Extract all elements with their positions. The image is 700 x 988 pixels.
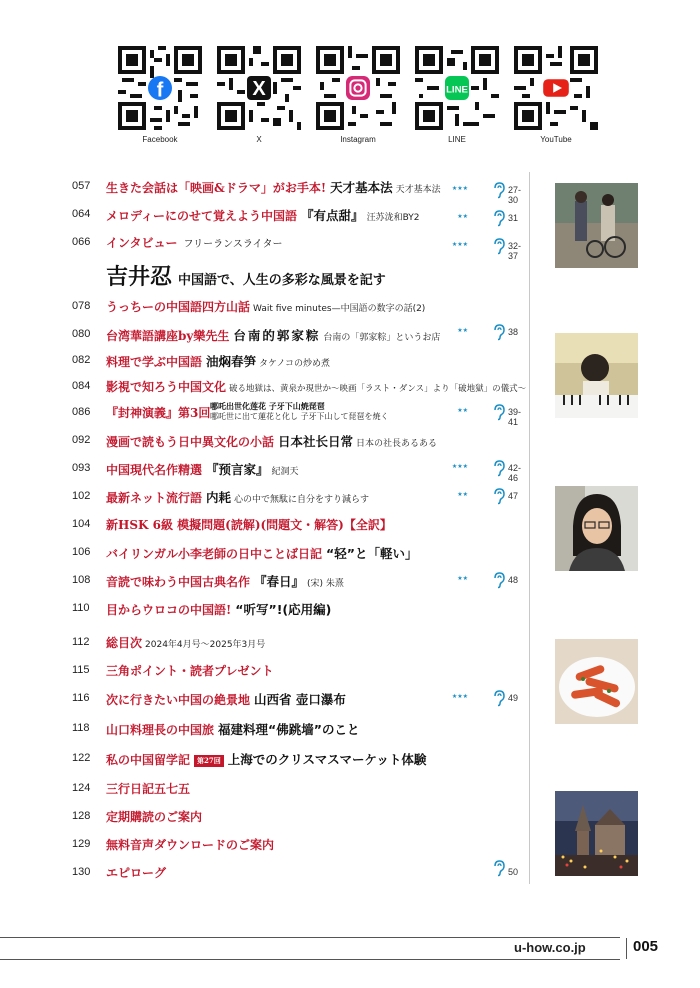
audio-track-number: 39-41: [508, 407, 522, 427]
ear-icon: [492, 323, 506, 345]
series-title: 『封神演義』第3回: [106, 406, 211, 420]
toc-title: [106, 544, 417, 562]
toc-item[interactable]: [72, 598, 542, 624]
toc-item[interactable]: [72, 806, 542, 832]
photo-christmas-market: [555, 791, 638, 876]
page-number-footer: 005: [626, 938, 658, 959]
toc-note: 台南の「郭家粽」というお店: [323, 333, 441, 343]
series-title: 三角ポイント・読者プレゼント: [106, 664, 274, 678]
page-number: 064: [72, 208, 91, 220]
ear-icon: [492, 571, 506, 593]
ear-icon: [492, 403, 506, 425]
chapter-title-chinese: 哪吒出世化莲花 子牙下山焼琵琶: [210, 402, 325, 411]
toc-note: タケノコの炒め煮: [259, 359, 330, 369]
photo-portrait: [555, 486, 638, 571]
toc-note: 天才基本法: [395, 185, 441, 195]
toc-title: [106, 662, 274, 679]
toc-item[interactable]: [72, 296, 542, 322]
difficulty-stars: ★★★: [451, 693, 468, 700]
audio-track-marker[interactable]: [440, 487, 530, 505]
page-number: 057: [72, 180, 91, 192]
qr-line[interactable]: [415, 46, 499, 144]
audio-track-marker[interactable]: [440, 237, 530, 261]
audio-track-marker[interactable]: [440, 209, 530, 227]
page-number: 115: [72, 664, 90, 676]
series-title: インタビュー: [106, 236, 178, 250]
difficulty-stars: ★★: [457, 407, 468, 414]
ear-icon: [492, 237, 506, 259]
toc-title: [106, 516, 392, 533]
series-title: 漫画で読もう日中異文化の小話: [106, 435, 275, 449]
series-title: 無料音声ダウンロードのご案内: [106, 838, 275, 852]
audio-track-number: 47: [508, 491, 519, 501]
toc-subtitle: 天才基本法: [330, 180, 393, 195]
series-title: 総目次: [106, 636, 143, 650]
toc-subtitle: 上海でのクリスマスマーケット体験: [227, 752, 427, 767]
toc-subtitle: 日本社长日常: [278, 434, 354, 449]
audio-track-marker[interactable]: [440, 323, 530, 341]
audio-track-marker[interactable]: [440, 403, 530, 427]
toc-subtitle: 福建料理“佛跳墙”のこと: [218, 722, 360, 737]
toc-subtitle: “听写”!(応用編): [235, 602, 332, 617]
qr-label: YouTube: [540, 135, 572, 144]
toc-note: (宋) 朱熹: [307, 579, 344, 589]
page-number: 080: [72, 328, 91, 340]
toc-item[interactable]: [72, 350, 542, 376]
page-number: 110: [72, 602, 90, 614]
page-number: 108: [72, 574, 91, 586]
interviewee-name: 吉井忍: [106, 264, 173, 290]
ear-icon: [492, 459, 506, 481]
toc-subtitle: 山西省 壶口瀑布: [254, 692, 346, 707]
page-number: 129: [72, 838, 91, 850]
svg-text:X: X: [252, 77, 266, 100]
toc-item[interactable]: [72, 660, 542, 686]
toc-title: [106, 378, 526, 395]
qr-facebook[interactable]: [118, 46, 202, 144]
toc-note: Wait five minutes—中国語の数字の話(2): [253, 304, 426, 314]
toc-subtitle: 『春日』: [254, 574, 305, 589]
page-number: 066: [72, 236, 91, 248]
interview-subtitle: 中国語で、人生の多彩な風景を記す: [178, 273, 386, 288]
ear-icon: [492, 181, 506, 203]
toc-subtitle: 台南的郭家粽: [233, 328, 321, 343]
toc-subtitle: 『预言家』: [206, 462, 269, 477]
toc-title: [106, 488, 369, 506]
toc-item[interactable]: [72, 632, 542, 658]
ear-icon: [492, 487, 506, 509]
audio-track-number: 48: [508, 575, 519, 585]
page-number: 118: [72, 722, 90, 734]
qr-code-image: [316, 46, 400, 130]
series-title: 生きた会話は「映画&ドラマ」がお手本!: [106, 181, 327, 195]
toc-item[interactable]: [72, 430, 542, 456]
page-number: 082: [72, 354, 91, 366]
toc-subtitle: 内耗: [206, 490, 232, 505]
toc-title: [106, 298, 425, 315]
series-title: エピローグ: [106, 866, 167, 880]
series-title: 中国現代名作精選: [106, 463, 203, 477]
series-title: 最新ネット流行語: [106, 491, 203, 505]
toc-title: [106, 690, 346, 708]
toc-note: 破る地獄は、黄泉か現世か〜映画「ラスト・ダンス」より「破地獄」の儀式〜: [229, 384, 527, 394]
audio-track-number: 32-37: [508, 241, 522, 261]
audio-track-number: 27-30: [508, 185, 522, 205]
audio-track-number: 31: [508, 213, 519, 223]
episode-badge: 第27回: [194, 755, 224, 767]
toc-item[interactable]: [72, 514, 542, 540]
svg-text:LINE: LINE: [446, 84, 468, 96]
ear-icon: [492, 209, 506, 231]
toc-note: 汪苏泷和BY2: [366, 213, 420, 223]
toc-note: 日本の社長あるある: [356, 439, 438, 449]
qr-label: Facebook: [142, 135, 178, 144]
page-number: 104: [72, 518, 91, 530]
footer-rule-bottom: [0, 959, 620, 960]
page-number: 112: [72, 636, 90, 648]
series-title: メロディーにのせて覚えよう中国語: [106, 209, 298, 223]
toc-note: フリーランスライター: [183, 239, 283, 250]
toc-subtitle: “轻”と「軽い」: [326, 546, 418, 561]
qr-code-image: [514, 46, 598, 130]
page-number: 124: [72, 782, 91, 794]
toc-note: 心の中で無駄に自分をすり減らす: [234, 495, 370, 505]
toc-item[interactable]: [72, 834, 542, 860]
toc-title: [106, 460, 299, 478]
series-title: 新HSK 6級 模擬問題(読解)(問題文・解答)【全訳】: [106, 518, 392, 532]
toc-title: [106, 234, 283, 251]
audio-track-number: 49: [508, 693, 519, 703]
toc-title: [106, 600, 331, 618]
toc-title: [106, 780, 190, 797]
series-title: 音読で味わう中国古典名作: [106, 575, 251, 589]
toc-subtitle: 『有点甜』: [301, 208, 364, 223]
toc-note: 2024年4月号〜2025年3月号: [145, 640, 266, 650]
toc-two-line-subtitle: [210, 402, 389, 422]
qr-code-image: [118, 46, 202, 130]
page-number: 086: [72, 406, 91, 418]
qr-code-image: [415, 46, 499, 130]
toc-item[interactable]: [72, 718, 542, 744]
qr-x[interactable]: [217, 46, 301, 144]
series-title: 次に行きたい中国の絶景地: [106, 693, 251, 707]
series-title: バイリンガル小李老師の日中ことば日記: [106, 547, 323, 561]
qr-label: X: [256, 135, 262, 144]
page-number: 122: [72, 752, 91, 764]
series-title: 三行日記五七五: [106, 782, 191, 796]
difficulty-stars: ★★: [457, 575, 468, 582]
series-title: 私の中国留学記: [106, 753, 191, 767]
toc-title: [106, 352, 330, 370]
toc-title: [106, 864, 166, 881]
photo-drama-still: [555, 183, 638, 268]
toc-title: [106, 634, 265, 651]
page-number: 116: [72, 692, 90, 704]
toc-item[interactable]: [72, 376, 542, 402]
toc-item[interactable]: [72, 542, 542, 568]
page-number: 106: [72, 546, 91, 558]
ear-icon: [492, 689, 506, 711]
qr-label: LINE: [448, 135, 466, 144]
audio-track-marker[interactable]: [440, 689, 530, 707]
chapter-title-japanese: 哪吒世に出て蓮花と化し 子牙下山して琵琶を焼く: [210, 412, 389, 421]
difficulty-stars: ★★★: [451, 241, 468, 248]
audio-track-marker[interactable]: [440, 571, 530, 589]
difficulty-stars: ★★: [457, 491, 468, 498]
toc-title: [106, 720, 359, 738]
photo-dish: [555, 639, 638, 724]
toc-item[interactable]: [72, 778, 542, 804]
toc-note: 紀洞天: [271, 467, 299, 477]
difficulty-stars: ★★: [457, 213, 468, 220]
qr-label: Instagram: [340, 135, 376, 144]
svg-text:f: f: [156, 79, 164, 102]
audio-track-number: 38: [508, 327, 519, 337]
series-title: 山口料理長の中国旅: [106, 723, 215, 737]
page-number: 102: [72, 490, 91, 502]
audio-track-number: 42-46: [508, 463, 522, 483]
difficulty-stars: ★★★: [451, 185, 468, 192]
toc-title: [106, 326, 440, 344]
difficulty-stars: ★★: [457, 327, 468, 334]
footer-rule: [0, 937, 620, 938]
toc-title: [106, 808, 202, 825]
toc-title: [106, 178, 441, 196]
series-title: うっちーの中国語四方山話: [106, 300, 251, 314]
ear-icon: [492, 859, 506, 881]
series-title: 目からウロコの中国語!: [106, 603, 232, 617]
site-url[interactable]: u-how.co.jp: [514, 940, 586, 955]
page-number: 084: [72, 380, 91, 392]
toc-title: [106, 572, 344, 590]
page-number: 092: [72, 434, 91, 446]
toc-title: [106, 432, 437, 450]
audio-track-marker[interactable]: [440, 459, 530, 483]
series-title: 料理で学ぶ中国語: [106, 355, 203, 369]
qr-youtube[interactable]: [514, 46, 598, 144]
toc-title: [106, 836, 274, 853]
toc-title: [106, 750, 426, 768]
interview-headline: [106, 260, 386, 291]
toc-item[interactable]: [72, 748, 542, 774]
series-title: 定期購読のご案内: [106, 810, 203, 824]
series-title: 台湾華語講座by樂先生: [106, 329, 230, 343]
qr-code-row: [118, 46, 598, 150]
page-number: 078: [72, 300, 91, 312]
photo-piano-scene: [555, 333, 638, 418]
audio-track-marker[interactable]: [440, 859, 530, 877]
series-title: 影視で知ろう中国文化: [106, 380, 227, 394]
toc-title: [106, 206, 419, 224]
toc-title: [106, 404, 210, 421]
toc-subtitle: 油焖春笋: [206, 354, 257, 369]
qr-code-image: [217, 46, 301, 130]
difficulty-stars: ★★★: [451, 463, 468, 470]
page-number: 130: [72, 866, 91, 878]
audio-track-number: 50: [508, 867, 519, 877]
qr-instagram[interactable]: [316, 46, 400, 144]
audio-track-marker[interactable]: [440, 181, 530, 205]
page-number: 128: [72, 810, 91, 822]
page-number: 093: [72, 462, 91, 474]
